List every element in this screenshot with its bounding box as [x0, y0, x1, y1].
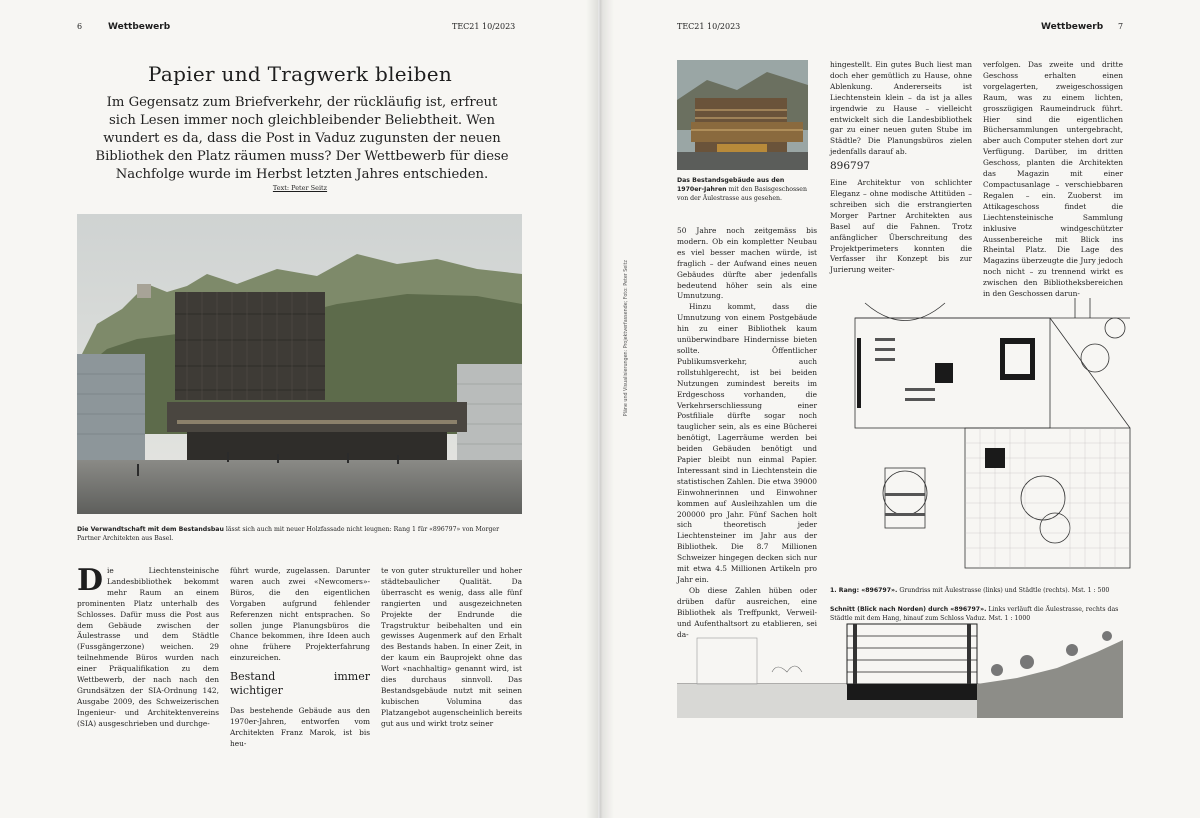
photo-caption — [677, 176, 812, 203]
right-col1-text1: 50 Jahre noch zeitgemäss bis modern. Ob ein kompletter Neubau es viel besser machen würde, ist fraglich – der Aufwand eines neuen Gebäudes dürfte aber jedenfalls bedeutend höher sein als eine Umnutzung. — [677, 226, 817, 301]
left-col2-text1: führt wurde, zugelassen. Darunter waren auch zwei «Newcomers»-Büros, die den eigentlichen Vorgaben aufgrund fehlender Referenzen nicht entsprachen. So sollen junge Planungsbüros die Chance bekommen, ihre Ideen auch ohne frühere Projekterfahrung einzureichen. — [230, 566, 370, 663]
section-label-left — [108, 22, 170, 32]
right-column-2 — [830, 60, 972, 276]
existing-building-photo — [677, 60, 808, 170]
issue-label-right: TEC21 10/2023 — [677, 22, 741, 31]
byline: Text: Peter Seitz — [272, 184, 328, 192]
building-section — [677, 622, 1123, 718]
left-column-2 — [230, 566, 370, 750]
page-number-right: 7 — [1118, 22, 1124, 31]
plan-caption — [830, 586, 1130, 595]
section-label-left-text: Wettbewerb — [108, 22, 171, 32]
section-caption-text: Links verläuft die Äulestrasse, rechts das Städtle mit dem Hang, hinauf zum Schloss Vaduz. Mst. 1 : 1000 — [830, 606, 1119, 622]
article-title: Papier und Tragwerk bleiben — [147, 62, 453, 86]
left-col2-text2: Das bestehende Gebäude aus den 1970er-Jahren, entworfen vom Architekten Franz Marok, ist bis heu- — [230, 706, 370, 748]
left-page — [0, 0, 598, 818]
right-col2-text1: hingestellt. Ein gutes Buch liest man doch eher gemütlich zu Hause, ohne Ablenkung. Andererseits ist Liechtenstein klein – da ist ja alles irgendwie zu Hause – vielleicht entwickelt sich die Landesbibliothek gar zu einer neuen guten Stube im Städtle? Die Planungsbüros zielen jedenfalls darauf ab. — [830, 60, 972, 157]
photo-caption-text: mit den Basisgeschossen von der Äulestrasse aus gesehen. — [677, 186, 807, 202]
page-number-left: 6 — [77, 22, 83, 31]
photo-caption-bold: Das Bestandsgebäude aus den 1970er-Jahren — [677, 177, 785, 193]
left-column-3 — [381, 566, 522, 730]
section-label-right — [1041, 22, 1103, 32]
hero-caption-bold: Die Verwandtschaft mit dem Bestandsbau — [77, 526, 224, 533]
drop-cap: D — [77, 563, 104, 598]
section-caption — [830, 605, 1128, 623]
right-col1-text2: Hinzu kommt, dass die Umnutzung von einem Postgebäude hin zu einer Bibliothek kaum unüberwindbare Hindernisse bieten sollte. Öffentlicher Publikumsverkehr, auch rollstuhlgerecht, ist bei beiden Nutzungen zumindest bereits im Erdgeschoss vorhanden, die Verkehrserschliessung einer Postfiliale dürfte sogar noch tauglicher sein, als es eine Bücherei benötigt, Lagerräume werden bei beiden Gebäuden benötigt und Papier bleibt nun einmal Papier. Interessant sind in Liechtenstein die statistischen Zahlen. Die etwa 39000 Einwohnerinnen und Einwohner kommen auf Ausleihzahlen um die 200000 pro Jahr. Fünf Sachen holt sich theoretisch jeder Liechtensteiner im Jahr aus der Bibliothek. Die 8.7 Millionen Schweizer hingegen decken sich nur mit etwa 4.5 Millionen Artikeln pro Jahr ein. — [677, 302, 817, 584]
hero-caption-text: lässt sich auch mit neuer Holzfassade nicht leugnen: Rang 1 für «896797» von Morger Partner Architekten aus Basel. — [77, 526, 500, 542]
issue-label-left: TEC21 10/2023 — [452, 22, 516, 31]
section-label-right-text: Wettbewerb — [1041, 22, 1104, 32]
left-col3-text: te von guter struktureller und hoher städtebaulicher Qualität. Da überrascht es wenig, dass alle fünf rangierten und ausgezeichneten Projekte der Endrunde die Tragstruktur beibehalten und ein gewisses Augenmerk auf den Erhalt des Bestands haben. In einer Zeit, in der kaum ein Bauprojekt ohne das Wort «nachhaltig» genannt wird, ist dies durchaus sinnvoll. Das Bestandsgebäude nutzt mit seinen kubischen Volumina das Platzangebot augenscheinlich bereits gut aus und wirkt trotz seiner — [381, 566, 522, 728]
right-col1-text3: Ob diese Zahlen hüben oder drüben dafür ausreichen, eine Bibliothek als Treffpunkt, Verweil- und Aufenthaltsort zu etablieren, sei da- — [677, 585, 817, 639]
right-column-1 — [677, 226, 817, 640]
right-column-3 — [983, 60, 1123, 300]
image-credit: Pläne und Visualisierungen: Projektverfassende; Foto: Peter Seitz — [624, 260, 629, 417]
floor-plan — [845, 298, 1135, 576]
book-spine — [586, 0, 614, 818]
plan-caption-text: Grundriss mit Äulestrasse (links) und Städtle (rechts). Mst. 1 : 500 — [899, 587, 1110, 594]
plan-caption-bold: 1. Rang: «896797». — [830, 587, 898, 594]
project-number-heading: 896797 — [830, 160, 871, 173]
right-col2-text2: Eine Architektur von schlichter Eleganz – ohne modische Attitüden – schreiben sich die erstrangierten Morger Partner Architekten aus Basel auf die Fahnen. Trotz anfänglicher Überschreitung des Projektperimeters konnten die Verfasser ihr Konzept bis zur Jurierung weiter- — [830, 178, 972, 275]
right-col3-text: verfolgen. Das zweite und dritte Geschoss erhalten einen vorgelagerten, zweigeschossigen Raum, was zu einem lichten, grosszügigen Raumeindruck führt. Hier sind die eigentlichen Büchersammlungen untergebracht, aber auch Computer stehen dort zur Verfügung. Darüber, im dritten Geschoss, planten die Architekten das Magazin mit einer Compactusanlage – verschiebbaren Regalen – ein. Zuoberst im Attikageschoss findet die Liechtensteinische Sammlung inklusive windgeschützter Aussenbereiche mit Blick ins Rheintal Platz. Die Lage des Magazins überzeugte die Jury jedoch noch nicht – zu trennend wirkt es zwischen den Bibliotheksbereichen in den Geschossen darun- — [983, 60, 1123, 299]
subheading: Bestand immer wichtiger — [230, 670, 370, 698]
article-lead: Im Gegensatz zum Briefverkehr, der rückläufig ist, erfreut sich Lesen immer noch gleichbleibender Beliebtheit. Wen wundert es da, dass die Post in Vaduz zugunsten der neuen Bibliothek den Platz räumen muss? Der Wettbewerb für diese Nachfolge wurde im Herbst letzten Jahres entschieden. — [95, 95, 509, 182]
section-caption-bold: Schnitt (Blick nach Norden) durch «896797». — [830, 606, 987, 613]
hero-caption — [77, 525, 522, 543]
hero-rendering — [77, 214, 522, 514]
left-column-1 — [77, 563, 219, 730]
left-col1-text: ie Liechtensteinische Landesbibliothek bekommt mehr Raum an einem prominenten Platz unterhalb des Schlosses. Dafür muss die Post aus dem Gebäude zwischen der Äulestrasse und dem Städtle (Fussgängerzone) weichen. 29 teilnehmende Büros wurden nach einer Präqualifikation zu dem Wettbewerb, der nach nach den Grundsätzen der SIA-Ordnung 142, Ausgabe 2009, des Schweizerischen Ingenieur- und Architektenvereins (SIA) ausgeschrieben und durchge- — [77, 566, 219, 728]
